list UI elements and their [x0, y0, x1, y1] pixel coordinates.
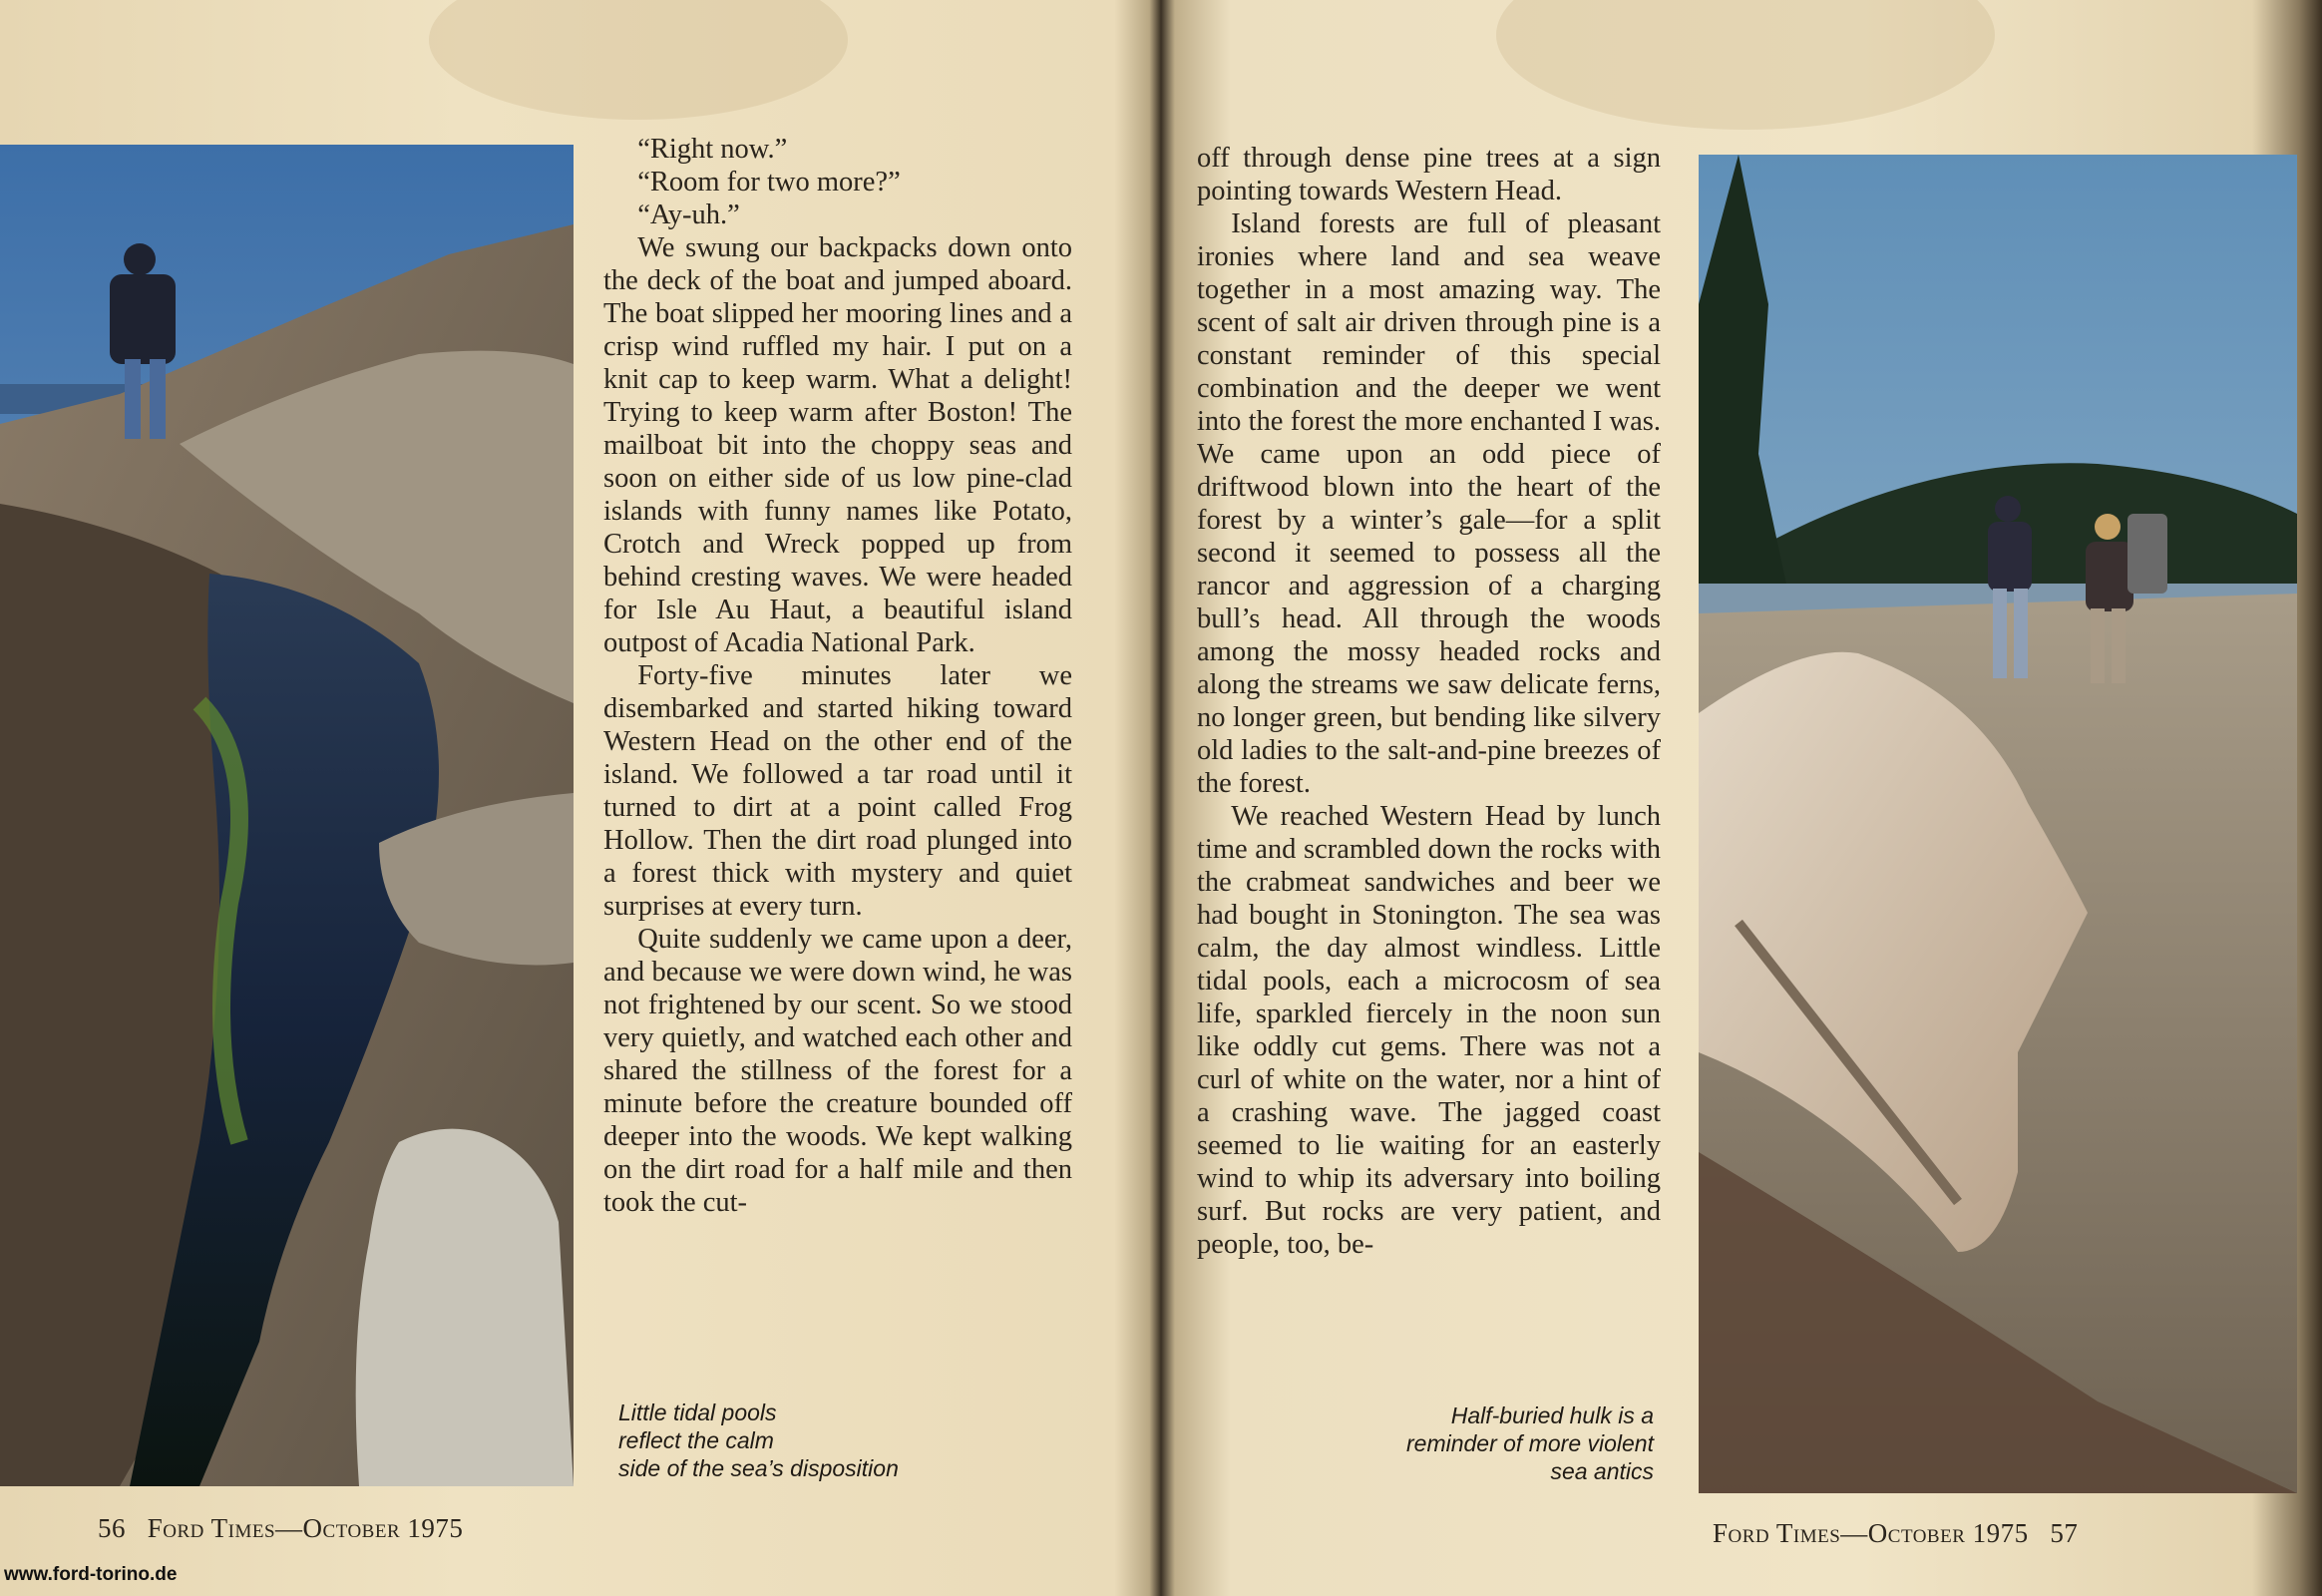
magazine-title: Ford Times—October 1975	[147, 1513, 464, 1543]
paragraph: “Right now.”	[637, 134, 788, 165]
paragraph: Island forests are full of pleasant ironies where land and sea weave together in a most amazing way. The scent of salt air driven through pine is a constant reminder of this special combination and the deeper we went into the forest the more enchanted I was. We came upon an odd piece of driftwood blown into the heart of the forest by a winter’s gale—for a split second it seemed to possess all the rancor and aggression of a charging bull’s head. All through the woods among the mossy headed rocks and along the streams we saw delicate ferns, no longer green, but bending like silvery old ladies to the salt-and-pine breezes of the forest.	[1197, 208, 1661, 799]
caption-line: sea antics	[1550, 1458, 1654, 1484]
paragraph: off through dense pine trees at a sign pointing towards Western Head.	[1197, 143, 1661, 206]
right-article-column	[1197, 142, 1661, 1261]
caption-line: reflect the calm	[618, 1427, 774, 1453]
paragraph: “Room for two more?”	[637, 167, 901, 198]
magazine-title: Ford Times—October 1975	[1713, 1518, 2029, 1548]
paragraph: We swung our backpacks down onto the deck of the boat and jumped aboard. The boat slipped her mooring lines and a crisp wind ruffled my hair. I put on a knit cap to keep warm. What a delight! Trying to keep warm after Boston! The mailboat bit into the choppy seas and soon on either side of us low pine-clad islands with funny names like Potato, Crotch and Wreck popped up from behind cresting waves. We were headed for Isle Au Haut, a beautiful island outpost of Acadia National Park.	[603, 232, 1072, 658]
page-number: 56	[98, 1513, 126, 1543]
left-article-column	[603, 133, 1072, 1219]
left-photo-caption	[618, 1398, 899, 1482]
caption-line: Half-buried hulk is a	[1450, 1402, 1654, 1428]
caption-line: reminder of more violent	[1406, 1430, 1654, 1456]
paragraph: “Ay-uh.”	[637, 200, 740, 230]
right-page-folio	[1713, 1518, 2078, 1549]
paragraph: We reached Western Head by lunch time and scrambled down the rocks with the crabmeat sandwiches and beer we had bought in Stonington. The sea was calm, the day almost windless. Little tidal pools, each a microcosm of sea life, sparkled fiercely in the noon sun like oddly cut gems. There was not a curl of white on the water, nor a hint of a crashing wave. The jagged coast seemed to lie waiting for an easterly wind to whip its adversary into boiling surf. But rocks are very patient, and people, too, be-	[1197, 801, 1661, 1260]
caption-line: Little tidal pools	[618, 1399, 777, 1425]
paragraph: Forty-five minutes later we disembarked and started hiking toward Western Head on the other end of the island. We followed a tar road until it turned to dirt at a point called Frog Hollow. Then the dirt road plunged into a forest thick with mystery and quiet surprises at every turn.	[603, 660, 1072, 922]
beach-hulk-photo	[1699, 155, 2297, 1493]
paragraph: Quite suddenly we came upon a deer, and because we were down wind, he was not frightened by our scent. So we stood very quietly, and watched each other and shared the stillness of the forest for a minute before the creature bounded off deeper into the woods. We kept walking on the dirt road for a half mile and then took the cut-	[603, 924, 1072, 1218]
page-number: 57	[2050, 1518, 2079, 1548]
left-page-folio	[98, 1513, 463, 1544]
tidal-pool-photo	[0, 145, 574, 1486]
right-photo-caption	[1406, 1401, 1654, 1485]
website-watermark: www.ford-torino.de	[4, 1564, 178, 1585]
caption-line: side of the sea’s disposition	[618, 1455, 899, 1481]
